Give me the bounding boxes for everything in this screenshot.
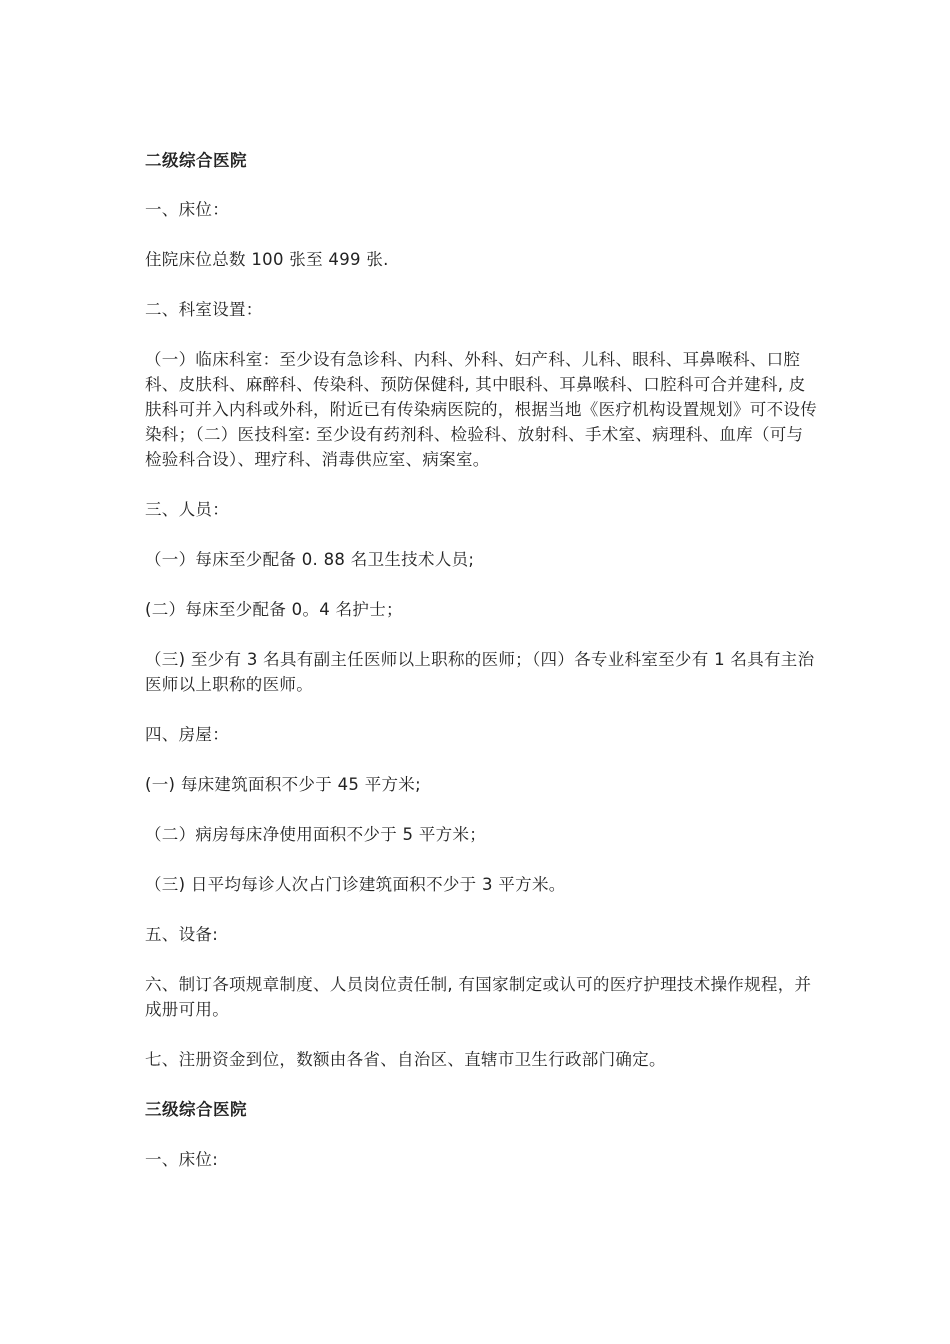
staff-item-3-4: （三) 至少有 3 名具有副主任医师以上职称的医师；（四）各专业科室至少有 1 名具有主治医师以上职称的医师。 [145,650,815,694]
departments-text: （一）临床科室：至少设有急诊科、内科、外科、妇产科、儿科、眼科、耳鼻喉科、口腔科、皮肤科、麻醉科、传染科、预防保健科, 其中眼科、耳鼻喉科、口腔科可合并建科, 皮肤科可并入内科或外科，附近已有传染病医院的，根据当地《医疗机构设置规划》可不设传染科；（二）医技科室: 至少设有药剂科、检验科、放射科、手术室、病理科、血库（可与检验科合设）、理疗科、消毒供应室、病案室。 [145,350,817,469]
staff-item-2: (二）每床至少配备 0。4 名护士； [145,600,403,619]
beds-text: 住院床位总数 100 张至 499 张. [145,250,389,269]
heading-buildings: 四、房屋： [145,725,229,744]
buildings-item-2: （二）病房每床净使用面积不少于 5 平方米； [145,825,487,844]
heading-equipment: 五、设备: [145,925,219,944]
section-title-level3-hospital: 三级综合医院 [145,1100,247,1119]
staff-item-1: （一）每床至少配备 0. 88 名卫生技术人员; [145,550,475,569]
heading-staff: 三、人员： [145,500,229,519]
heading-departments: 二、科室设置： [145,300,263,319]
buildings-item-1: (一) 每床建筑面积不少于 45 平方米; [145,775,421,794]
heading-beds-level3: 一、床位: [145,1150,219,1169]
section-title-level2-hospital: 二级综合医院 [145,151,247,170]
document-page [145,148,820,1197]
rules-text: 六、制订各项规章制度、人员岗位责任制, 有国家制定或认可的医疗护理技术操作规程，并成册可用。 [145,975,812,1019]
capital-text: 七、注册资金到位，数额由各省、自治区、直辖市卫生行政部门确定。 [145,1050,666,1069]
buildings-item-3: （三) 日平均每诊人次占门诊建筑面积不少于 3 平方米。 [145,875,566,894]
heading-beds: 一、床位： [145,200,229,219]
